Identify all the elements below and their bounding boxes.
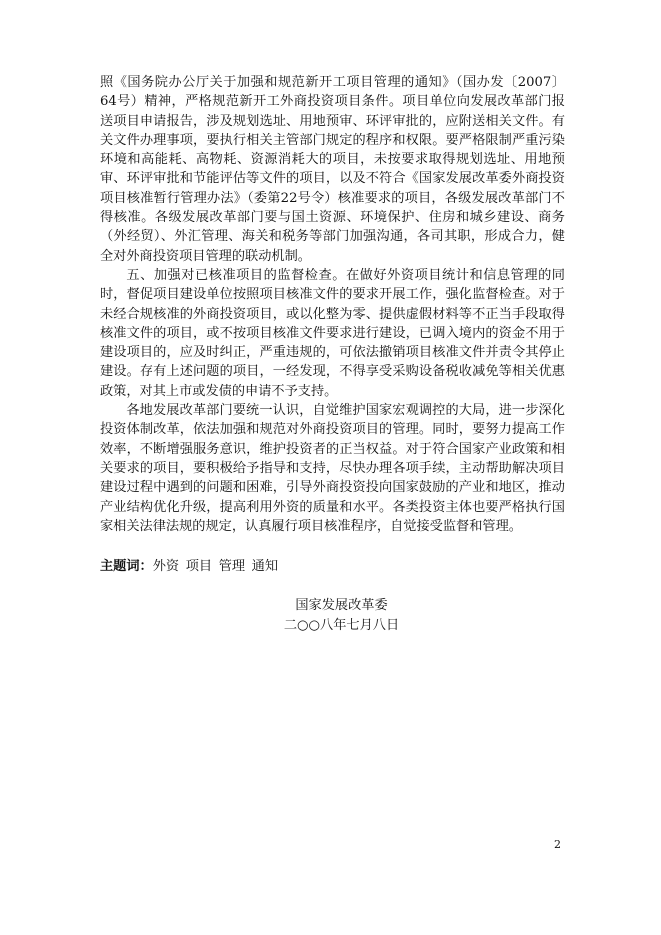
signature-block — [100, 596, 565, 635]
keyword-item: 通知 — [251, 559, 279, 575]
document-body — [100, 73, 565, 635]
keyword-item: 项目 — [185, 559, 213, 575]
subject-keywords — [100, 557, 565, 576]
issuing-authority: 国家发展改革委 — [295, 598, 388, 614]
keywords-label: 主题词： — [100, 559, 153, 575]
body-paragraph-3: 各地发展改革部门要统一认识，自觉维护国家宏观调控的大局，进一步深化投资体制改革，依法加强和规范对外商投资项目的管理。同时，要努力提高工作效率，不断增强服务意识，维护投资者的正当权益。对于符合国家产业政策和相关要求的项目，要积极给予指导和支持，尽快办理各项手续，主动帮助解决项目建设过程中遇到的问题和困难，引导外商投资投向国家鼓励的产业和地区，推动产业结构优化升级，提高利用外资的质量和水平。各类投资主体也要严格执行国家相关法律法规的规定，认真履行项目核准程序，自觉接受监督和管理。 — [100, 403, 565, 534]
keyword-item: 外资 — [152, 559, 180, 575]
page-number: 2 — [554, 838, 561, 851]
body-paragraph-1: 照《国务院办公厅关于加强和规范新开工项目管理的通知》（国办发〔2007〕64号）精神，严格规范新开工外商投资项目条件。项目单位向发展改革部门报送项目申请报告，涉及规划选址、用地预审、环评审批的，应附送相关文件。有关文件办理事项，要执行相关主管部门规定的程序和权限。要严格限制严重污染环境和高能耗、高物耗、资源消耗大的项目，未按要求取得规划选址、用地预审、环评审批和节能评估等文件的项目，以及不符合《国家发展改革委外商投资项目核准暂行管理办法》（委第22号令）核准要求的项目，各级发展改革部门不得核准。各级发展改革部门要与国土资源、环境保护、住房和城乡建设、商务（外经贸）、外汇管理、海关和税务等部门加强沟通，各司其职，形成合力，健全对外商投资项目管理的联动机制。 — [100, 75, 565, 264]
keyword-item: 管理 — [218, 559, 246, 575]
body-paragraph-2: 五、加强对已核准项目的监督检查。在做好外资项目统计和信息管理的同时，督促项目建设单位按照项目核准文件的要求开展工作，强化监督检查。对于未经合规核准的外商投资项目，或以化整为零、提供虚假材料等不正当手段取得核准文件的项目，或不按项目核准文件要求进行建设，已调入境内的资金不用于建设项目的，应及时纠正，严重违规的，可依法撤销项目核准文件并责令其停止建设。存有上述问题的项目，一经发现，不得享受采购设备税收减免等相关优惠政策，对其上市或发债的申请不予支持。 — [100, 267, 565, 399]
issue-date: 二○○八年七月八日 — [283, 617, 400, 633]
